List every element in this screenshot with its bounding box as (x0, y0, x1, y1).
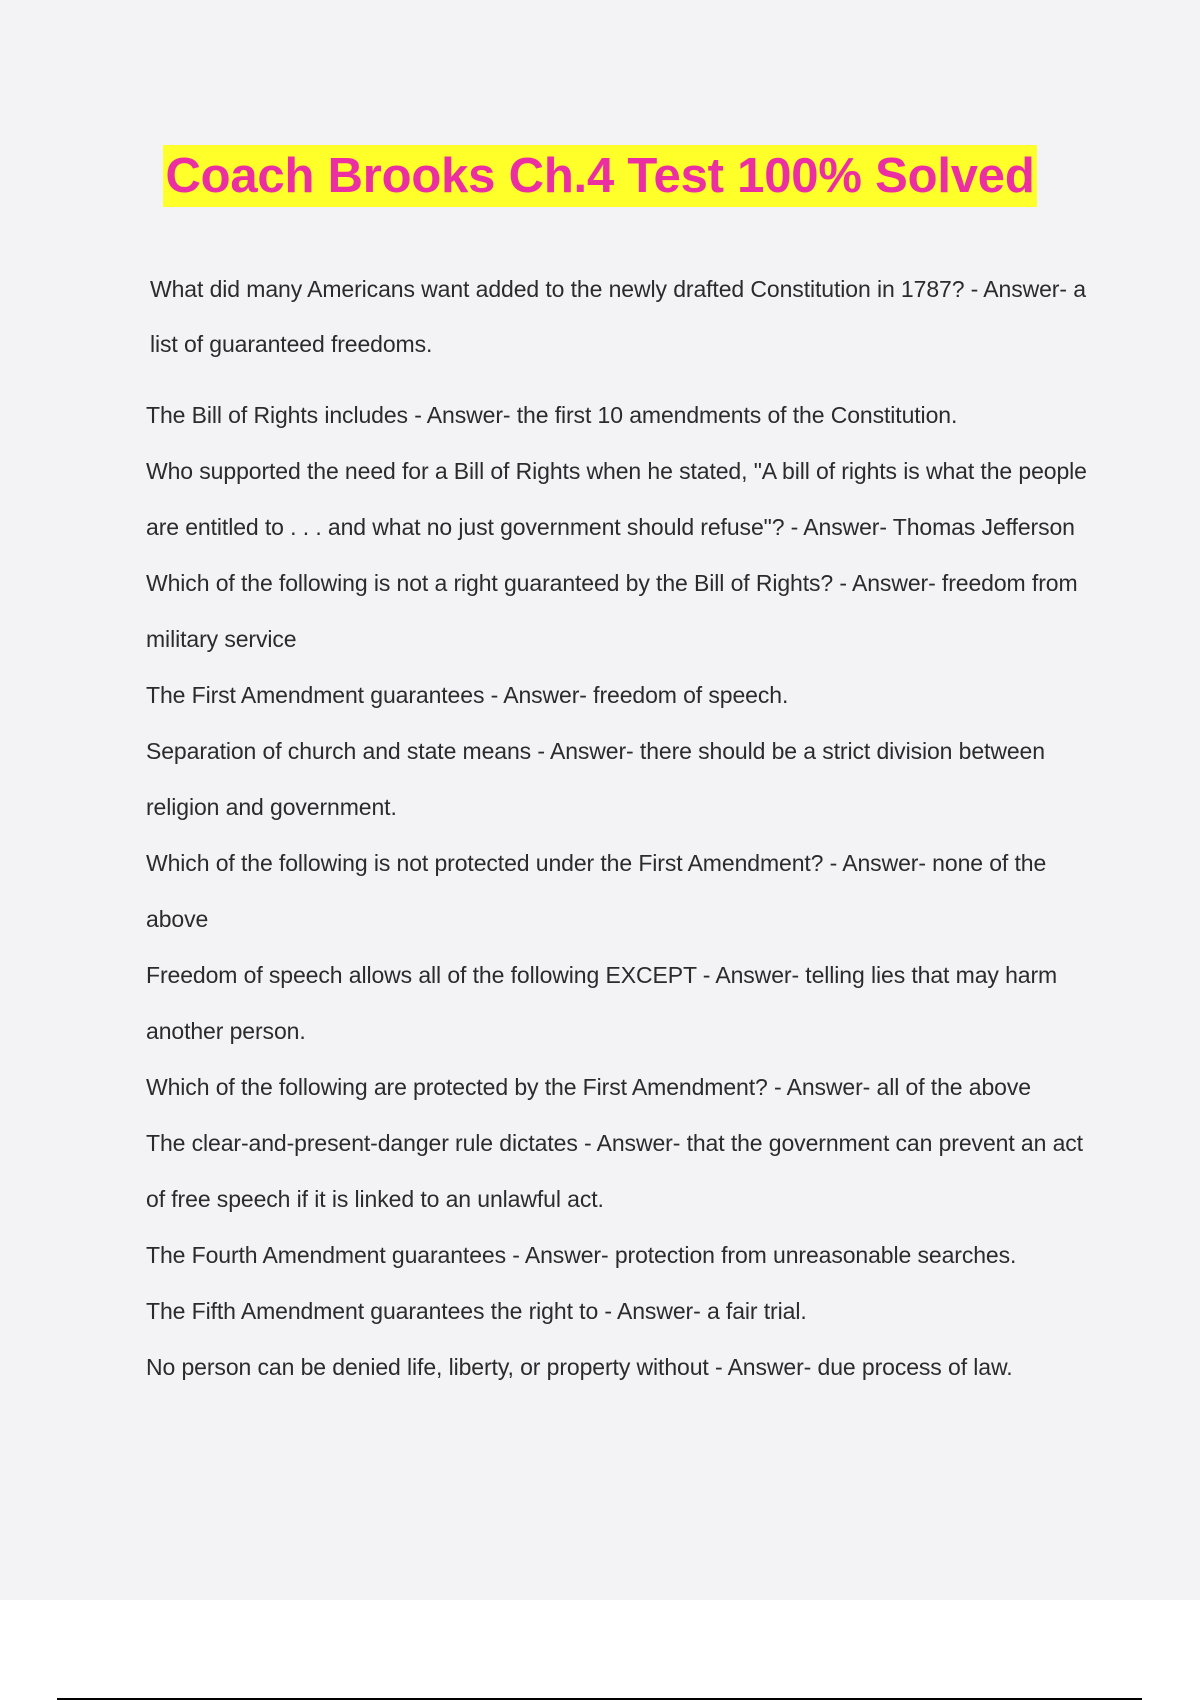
qa-item: Who supported the need for a Bill of Rights when he stated, "A bill of rights is what the people are entitled to . . . and what no just government should refuse"? - Answer- Thomas Jefferson (146, 458, 1087, 540)
qa-item: Which of the following is not protected under the First Amendment? - Answer- none of the above (146, 850, 1047, 932)
qa-item: What did many Americans want added to the newly drafted Constitution in 1787? - Answer- a list of guaranteed freedoms. (150, 276, 1086, 357)
qa-item: The Bill of Rights includes - Answer- the first 10 amendments of the Constitution. (146, 402, 958, 428)
qa-list (146, 270, 1096, 1395)
qa-item: No person can be denied life, liberty, or property without - Answer- due process of law. (146, 1354, 1013, 1380)
qa-item: Which of the following are protected by the First Amendment? - Answer- all of the above (146, 1074, 1031, 1100)
qa-item: The clear-and-present-danger rule dictates - Answer- that the government can prevent an act of free speech if it is linked to an unlawful act. (146, 1130, 1083, 1212)
qa-item: Which of the following is not a right guaranteed by the Bill of Rights? - Answer- freedom from military service (146, 570, 1078, 652)
qa-item: Freedom of speech allows all of the following EXCEPT - Answer- telling lies that may harm another person. (146, 962, 1058, 1044)
qa-item: Separation of church and state means - Answer- there should be a strict division between religion and government. (146, 738, 1045, 820)
qa-item: The Fifth Amendment guarantees the right to - Answer- a fair trial. (146, 1298, 807, 1324)
title-container (0, 145, 1200, 207)
qa-item: The Fourth Amendment guarantees - Answer- protection from unreasonable searches. (146, 1242, 1017, 1268)
qa-item: The First Amendment guarantees - Answer- freedom of speech. (146, 682, 789, 708)
document-title: Coach Brooks Ch.4 Test 100% Solved (163, 145, 1036, 207)
